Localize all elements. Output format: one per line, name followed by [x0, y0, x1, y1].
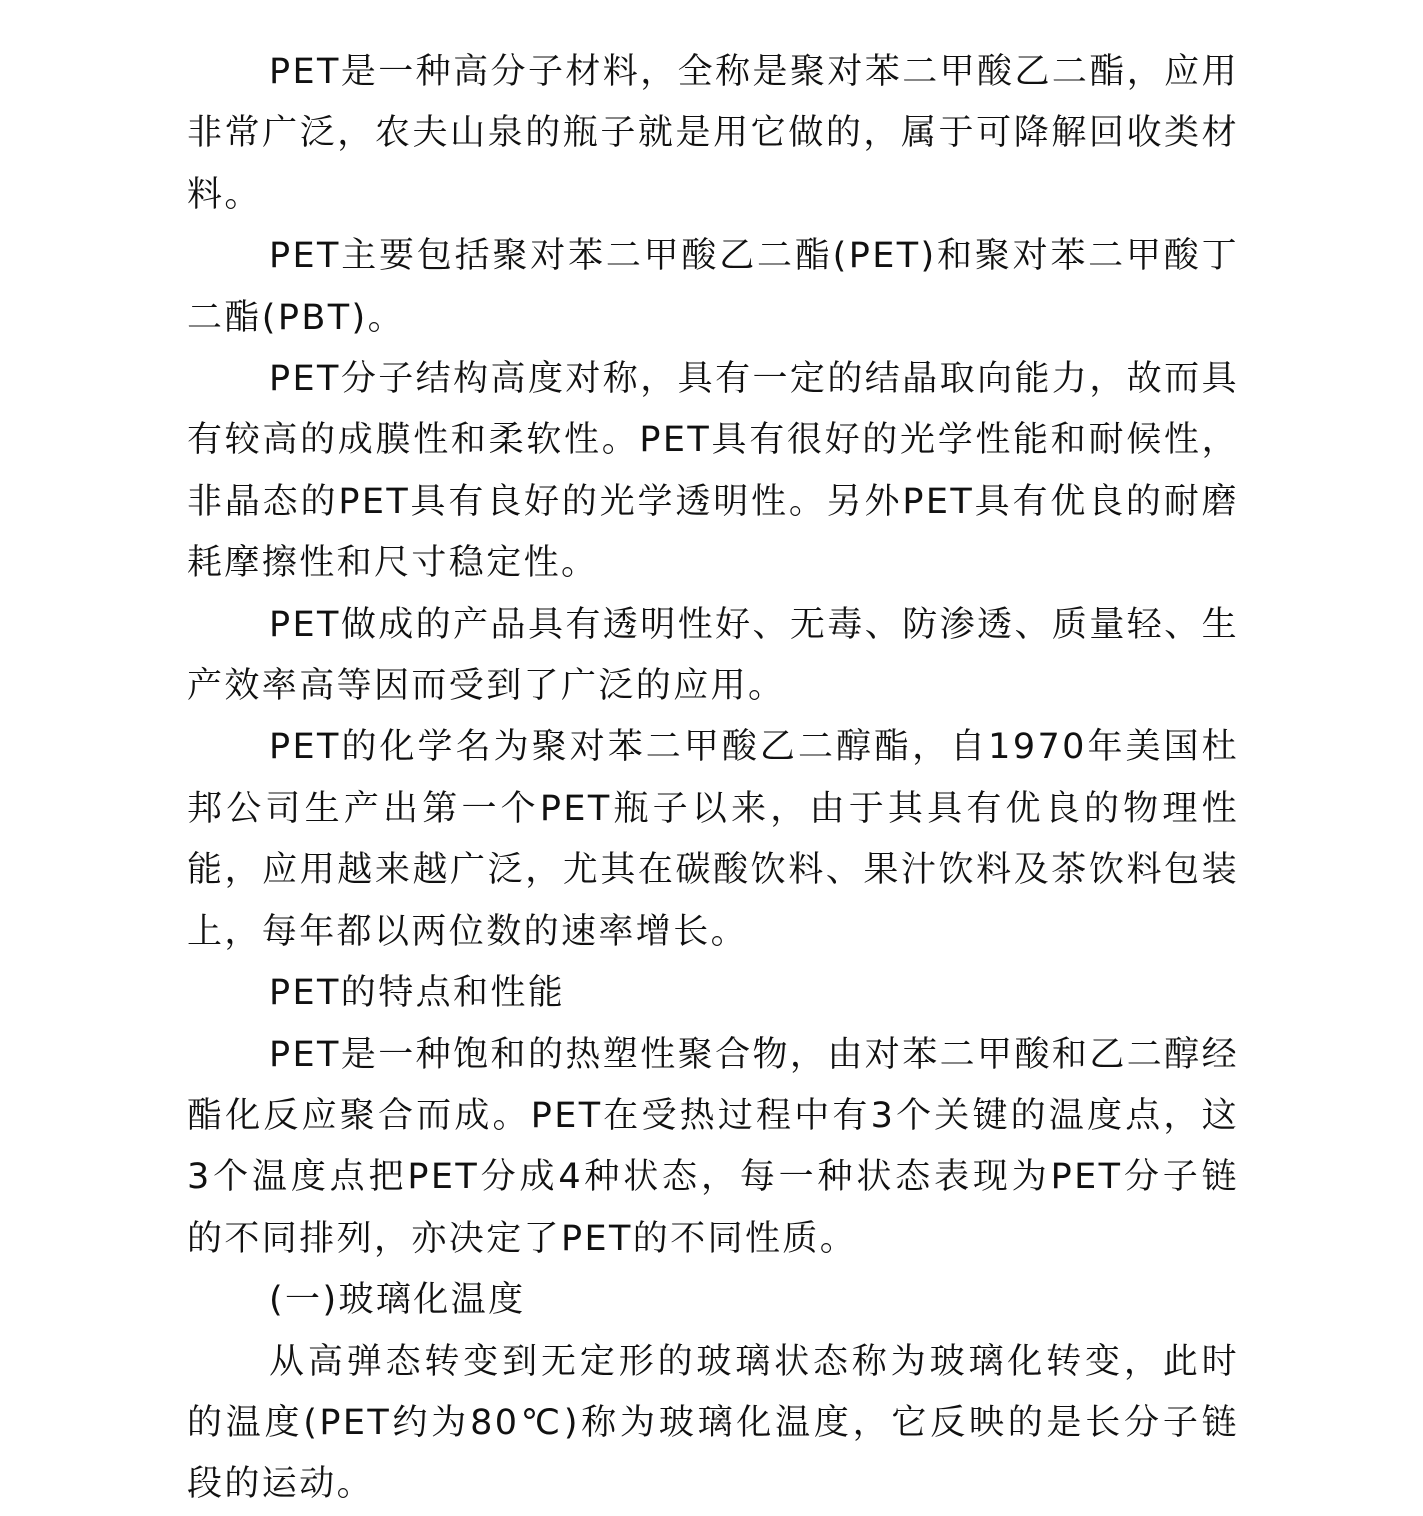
paragraph-glass-transition: 从高弹态转变到无定形的玻璃状态称为玻璃化转变，此时的温度(PET约为80℃)称为玻璃化温度，它反映的是长分子链段的运动。: [187, 1341, 1239, 1505]
subsection-heading-glass-transition: (一)玻璃化温度: [269, 1280, 526, 1321]
paragraph-thermoplastic: PET是一种饱和的热塑性聚合物，由对苯二甲酸和乙二醇经酯化反应聚合而成。PET在受热过程中有3个关键的温度点，这3个温度点把PET分成4种状态，每一种状态表现为PET分子链的不同排列，亦决定了PET的不同性质。: [187, 1034, 1239, 1259]
paragraph-composition: PET主要包括聚对苯二甲酸乙二酯(PET)和聚对苯二甲酸丁二酯(PBT)。: [187, 236, 1239, 338]
paragraph-advantages: PET做成的产品具有透明性好、无毒、防渗透、质量轻、生产效率高等因而受到了广泛的应用。: [187, 604, 1239, 707]
section-heading-properties: PET的特点和性能: [269, 973, 566, 1014]
paragraph-intro: PET是一种高分子材料，全称是聚对苯二甲酸乙二酯，应用非常广泛，农夫山泉的瓶子就是用它做的，属于可降解回收类材料。: [187, 52, 1239, 215]
paragraph-history: PET的化学名为聚对苯二甲酸乙二醇酯，自1970年美国杜邦公司生产出第一个PET瓶子以来，由于其具有优良的物理性能，应用越来越广泛，尤其在碳酸饮料、果汁饮料及茶饮料包装上，每年都以两位数的速率增长。: [187, 727, 1239, 952]
article-body: [187, 42, 1239, 1516]
paragraph-structure: PET分子结构高度对称，具有一定的结晶取向能力，故而具有较高的成膜性和柔软性。PET具有很好的光学性能和耐候性，非晶态的PET具有良好的光学透明性。另外PET具有优良的耐磨耗摩擦性和尺寸稳定性。: [187, 359, 1239, 584]
